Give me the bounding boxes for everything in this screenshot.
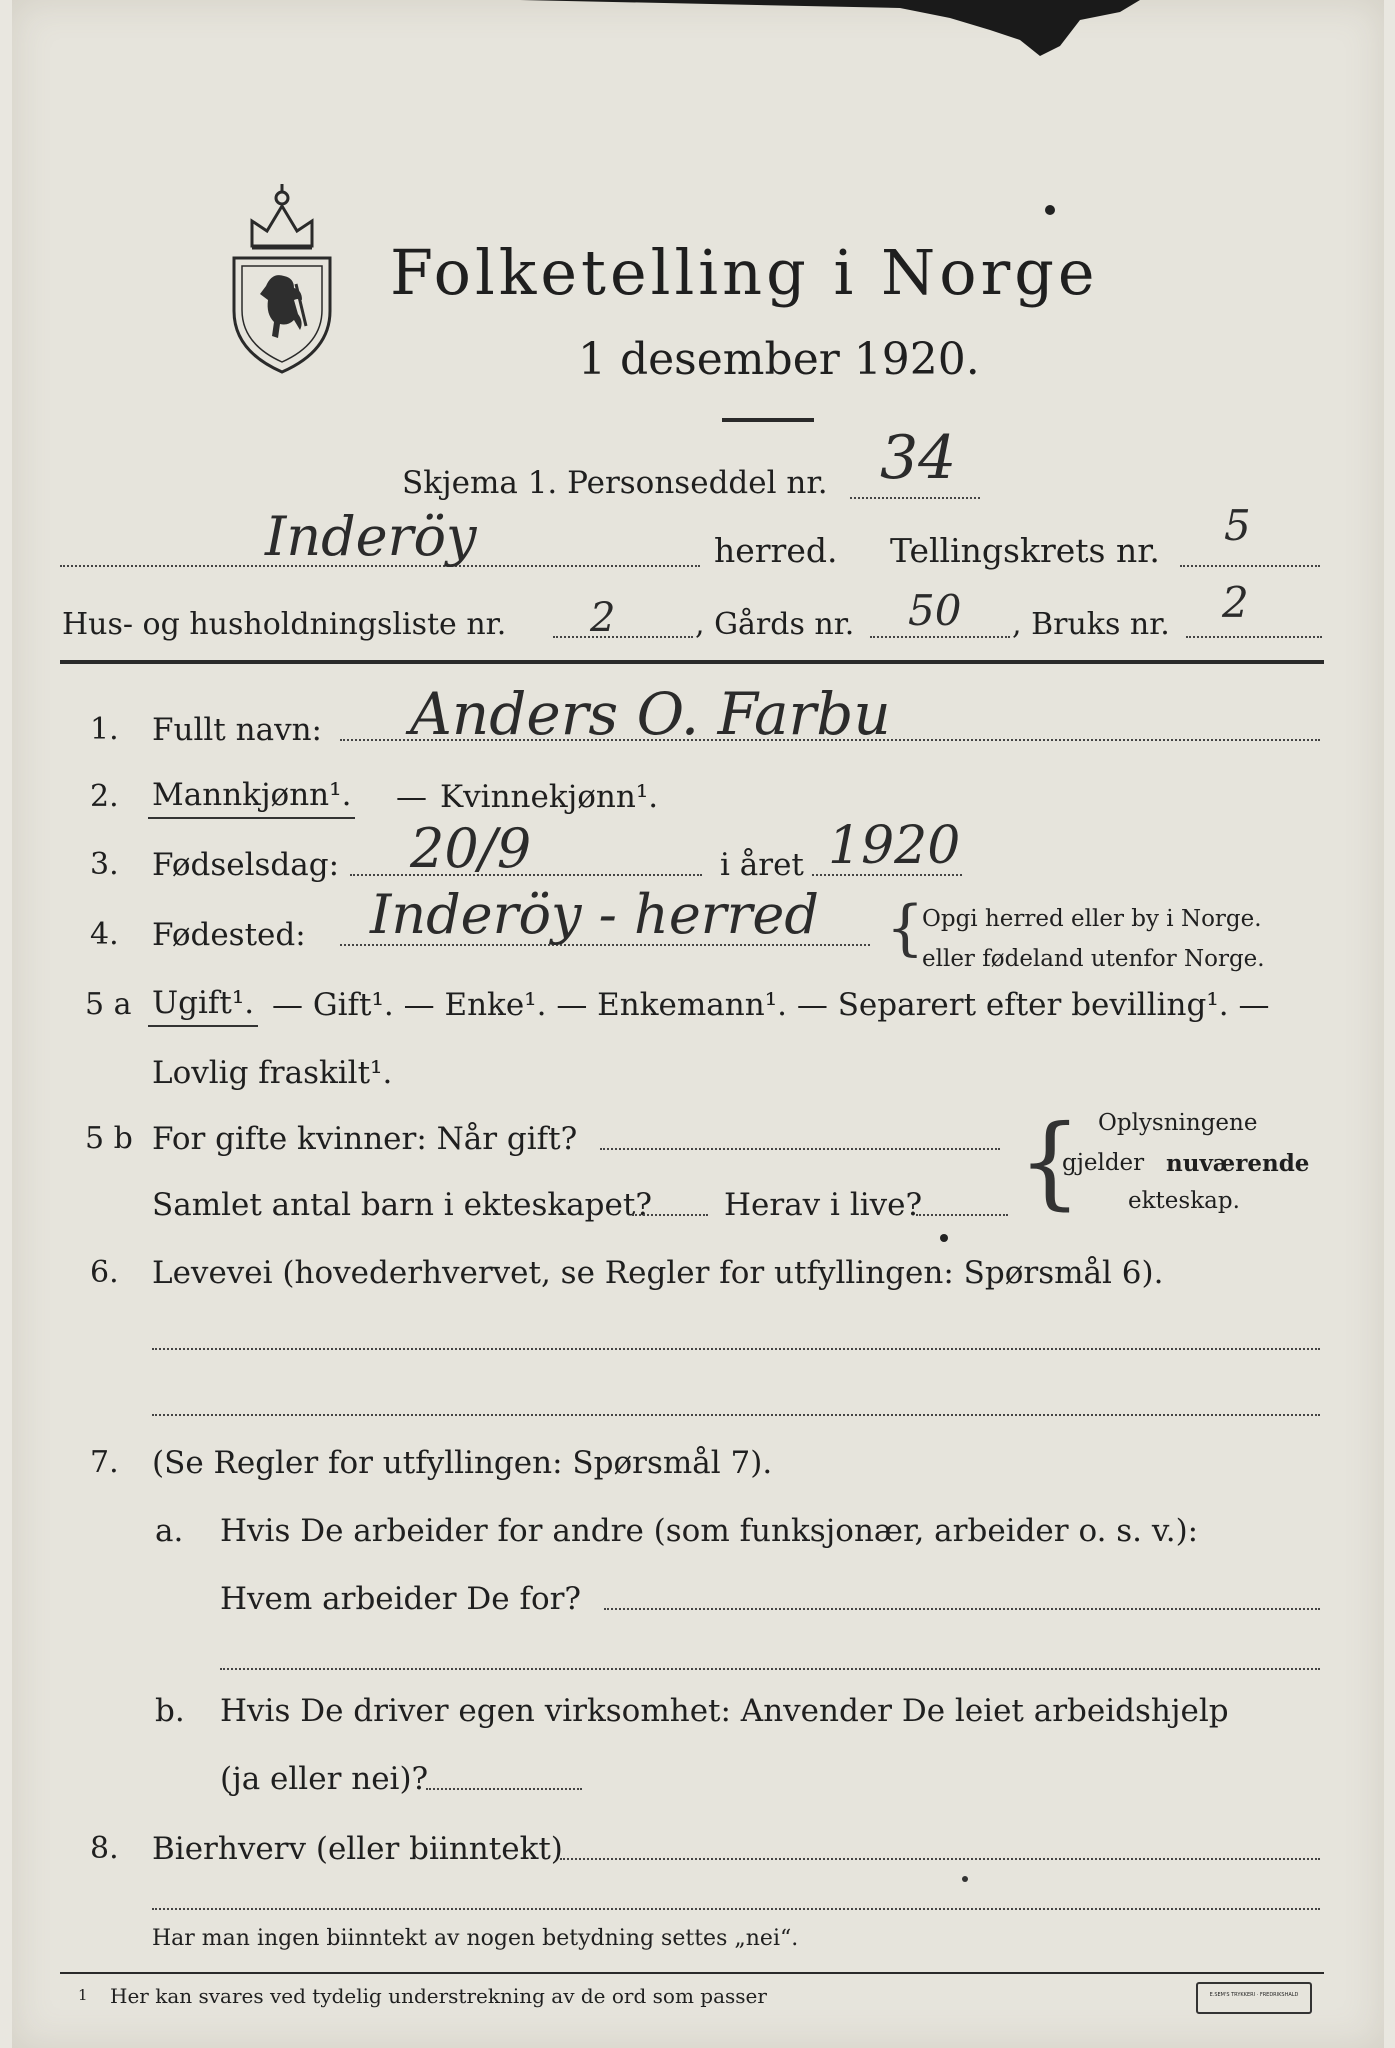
q7b-text: Hvis De driver egen virksomhet: Anvender De leiet arbeidshjelp: [220, 1693, 1229, 1729]
q5b-note-line1: Oplysningene: [1098, 1110, 1258, 1136]
form-date: 1 desember 1920.: [578, 334, 980, 385]
q4-note-line1: Opgi herred eller by i Norge.: [922, 906, 1262, 932]
hus-label: Hus- og husholdningsliste nr.: [62, 607, 507, 642]
schema-label: Skjema 1. Personseddel nr.: [402, 465, 828, 501]
bruks-value: 2: [1222, 578, 1249, 627]
q5b-label1: For gifte kvinner: Når gift?: [152, 1121, 578, 1157]
header-divider: [60, 660, 1324, 664]
q5a-ugift-option: Ugift¹.: [148, 988, 258, 1027]
q7a-text: Hvis De arbeider for andre (som funksjonær, arbeider o. s. v.):: [220, 1513, 1199, 1549]
q8-label: Bierhverv (eller biinntekt): [152, 1831, 563, 1867]
printer-stamp: [1196, 1982, 1312, 2014]
q4-label: Fødested:: [152, 917, 306, 953]
gards-value: 50: [908, 586, 962, 635]
hus-value: 2: [590, 595, 616, 641]
q7b-letter: b.: [155, 1693, 185, 1729]
norwegian-lion-crest-icon: [222, 176, 342, 376]
q4-value: Inderöy - herred: [370, 883, 819, 946]
q5a-other-options: — Gift¹. — Enke¹. — Enkemann¹. — Separert efter bevilling¹. —: [272, 987, 1270, 1023]
q4-number: 4.: [90, 917, 119, 952]
footnote-text: Her kan svares ved tydelig understrekning av de ord som passer: [110, 1984, 767, 2008]
schema-value: 34: [880, 423, 957, 493]
q2-number: 2.: [90, 779, 119, 814]
q7a-letter: a.: [155, 1513, 184, 1549]
q7a-text2: Hvem arbeider De for?: [220, 1581, 582, 1617]
footnote-number: 1: [78, 1986, 88, 2004]
footer-divider: [60, 1972, 1324, 1974]
q2-female-option: Kvinnekjønn¹.: [440, 779, 659, 815]
footer-note: Har man ingen biinntekt av nogen betydning settes „nei“.: [152, 1926, 799, 1951]
q1-value: Anders O. Farbu: [410, 680, 891, 748]
printer-stamp-text: E.SEM'S TRYKKERI · FREDRIKSHALD: [1209, 1992, 1299, 1998]
q5a-number: 5 a: [85, 987, 132, 1022]
q2-dash: —: [396, 779, 427, 815]
q1-label: Fullt navn:: [152, 712, 322, 748]
q5b-note-line3: ekteskap.: [1128, 1188, 1240, 1214]
q4-brace: {: [886, 893, 925, 963]
herred-label: herred.: [714, 531, 838, 570]
q5b-number: 5 b: [85, 1121, 133, 1156]
q7-number: 7.: [90, 1445, 119, 1480]
q5b-label2: Samlet antal barn i ekteskapet?: [152, 1187, 652, 1223]
q3-year-value: 1920: [828, 816, 961, 876]
q4-note-line2: eller fødeland utenfor Norge.: [922, 946, 1265, 972]
q7b-text2: (ja eller nei)?: [220, 1761, 429, 1797]
q5b-note-line2b: nuværende: [1166, 1150, 1310, 1177]
title-divider: [722, 418, 814, 422]
q3-number: 3.: [90, 847, 119, 882]
q5b-brace: {: [1018, 1103, 1082, 1220]
q6-number: 6.: [90, 1255, 119, 1290]
q3-value: 20/9: [410, 817, 532, 880]
ink-dot: [1045, 205, 1055, 215]
bruks-label: , Bruks nr.: [1012, 607, 1170, 642]
q3-year-label: i året: [720, 847, 804, 883]
form-title: Folketelling i Norge: [390, 236, 1099, 309]
tellingskrets-value: 5: [1224, 501, 1251, 550]
q1-number: 1.: [90, 712, 119, 747]
q5b-label3: Herav i live?: [724, 1187, 923, 1223]
q5b-note-line2a: gjelder: [1062, 1150, 1145, 1176]
q8-number: 8.: [90, 1831, 119, 1866]
gards-label: , Gårds nr.: [695, 607, 855, 642]
q5a-line2: Lovlig fraskilt¹.: [152, 1055, 393, 1091]
q6-answer-line1: [152, 1348, 1320, 1350]
q6-label: Levevei (hovederhvervet, se Regler for utfyllingen: Spørsmål 6).: [152, 1255, 1164, 1291]
tellingskrets-label: Tellingskrets nr.: [890, 531, 1160, 570]
torn-edge-icon: [520, 0, 1140, 60]
q7-label: (Se Regler for utfyllingen: Spørsmål 7).: [152, 1445, 773, 1481]
herred-value: Inderöy: [265, 505, 477, 568]
q2-male-option: Mannkjønn¹.: [148, 780, 355, 819]
q6-answer-line2: [152, 1414, 1320, 1416]
q3-label: Fødselsdag:: [152, 847, 340, 883]
